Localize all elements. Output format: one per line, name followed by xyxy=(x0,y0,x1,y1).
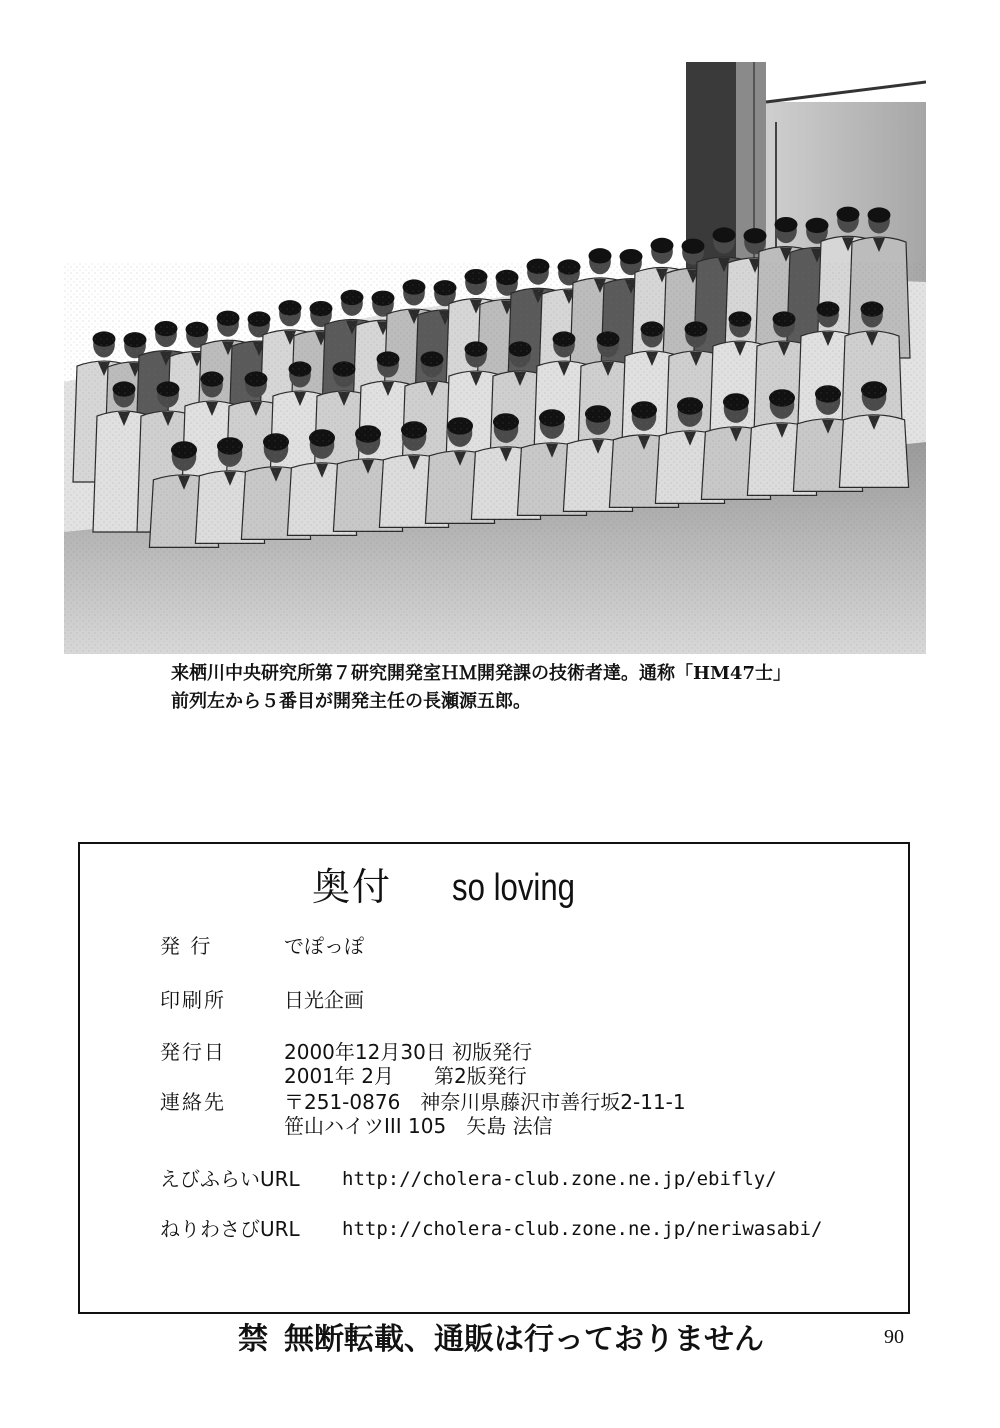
colophon-title xyxy=(312,866,732,910)
contact-label: 連絡先 xyxy=(160,1090,226,1114)
colophon-title-text: 奥付 xyxy=(312,867,393,909)
notice-prefix: 禁 xyxy=(238,1322,268,1357)
page-number: 90 xyxy=(884,1326,904,1348)
publisher-label: 発 行 xyxy=(160,934,213,958)
printer-label: 印刷所 xyxy=(160,988,226,1012)
copyright-notice xyxy=(238,1318,764,1362)
printer-value: 日光企画 xyxy=(284,988,364,1012)
group-photo xyxy=(64,62,926,654)
issue-date-first: 2000年12月30日 初版発行 xyxy=(284,1040,533,1064)
publisher-value: でぽっぽ xyxy=(284,934,364,958)
url-link-ebifly[interactable]: http://cholera-club.zone.ne.jp/ebifly/ xyxy=(342,1168,777,1190)
issue-date-second: 2001年 2月 第2版発行 xyxy=(284,1064,527,1088)
contact-name: 笹山ハイツIII 105 矢島 法信 xyxy=(284,1114,553,1138)
caption-line-1: 来栖川中央研究所第７研究開発室ＨＭ開発課の技術者達。通称「HM47士」 xyxy=(171,663,791,684)
notice-text: 無断転載、通販は行っておりません xyxy=(284,1322,764,1357)
url-label-ebifly: えびふらいURL xyxy=(160,1167,300,1191)
contact-address: 〒251-0876 神奈川県藤沢市善行坂2-11-1 xyxy=(284,1090,686,1114)
colophon-subtitle: so loving xyxy=(452,867,576,909)
group-photo-image xyxy=(64,62,926,654)
url-link-neriwasabi[interactable]: http://cholera-club.zone.ne.jp/neriwasabi/ xyxy=(342,1218,823,1240)
url-label-neriwasabi: ねりわさびURL xyxy=(160,1217,300,1241)
colophon-box xyxy=(78,842,910,1314)
photo-caption xyxy=(171,660,891,716)
caption-line-2: 前列左から５番目が開発主任の長瀬源五郎。 xyxy=(171,691,531,712)
issue-date-label: 発行日 xyxy=(160,1040,226,1064)
